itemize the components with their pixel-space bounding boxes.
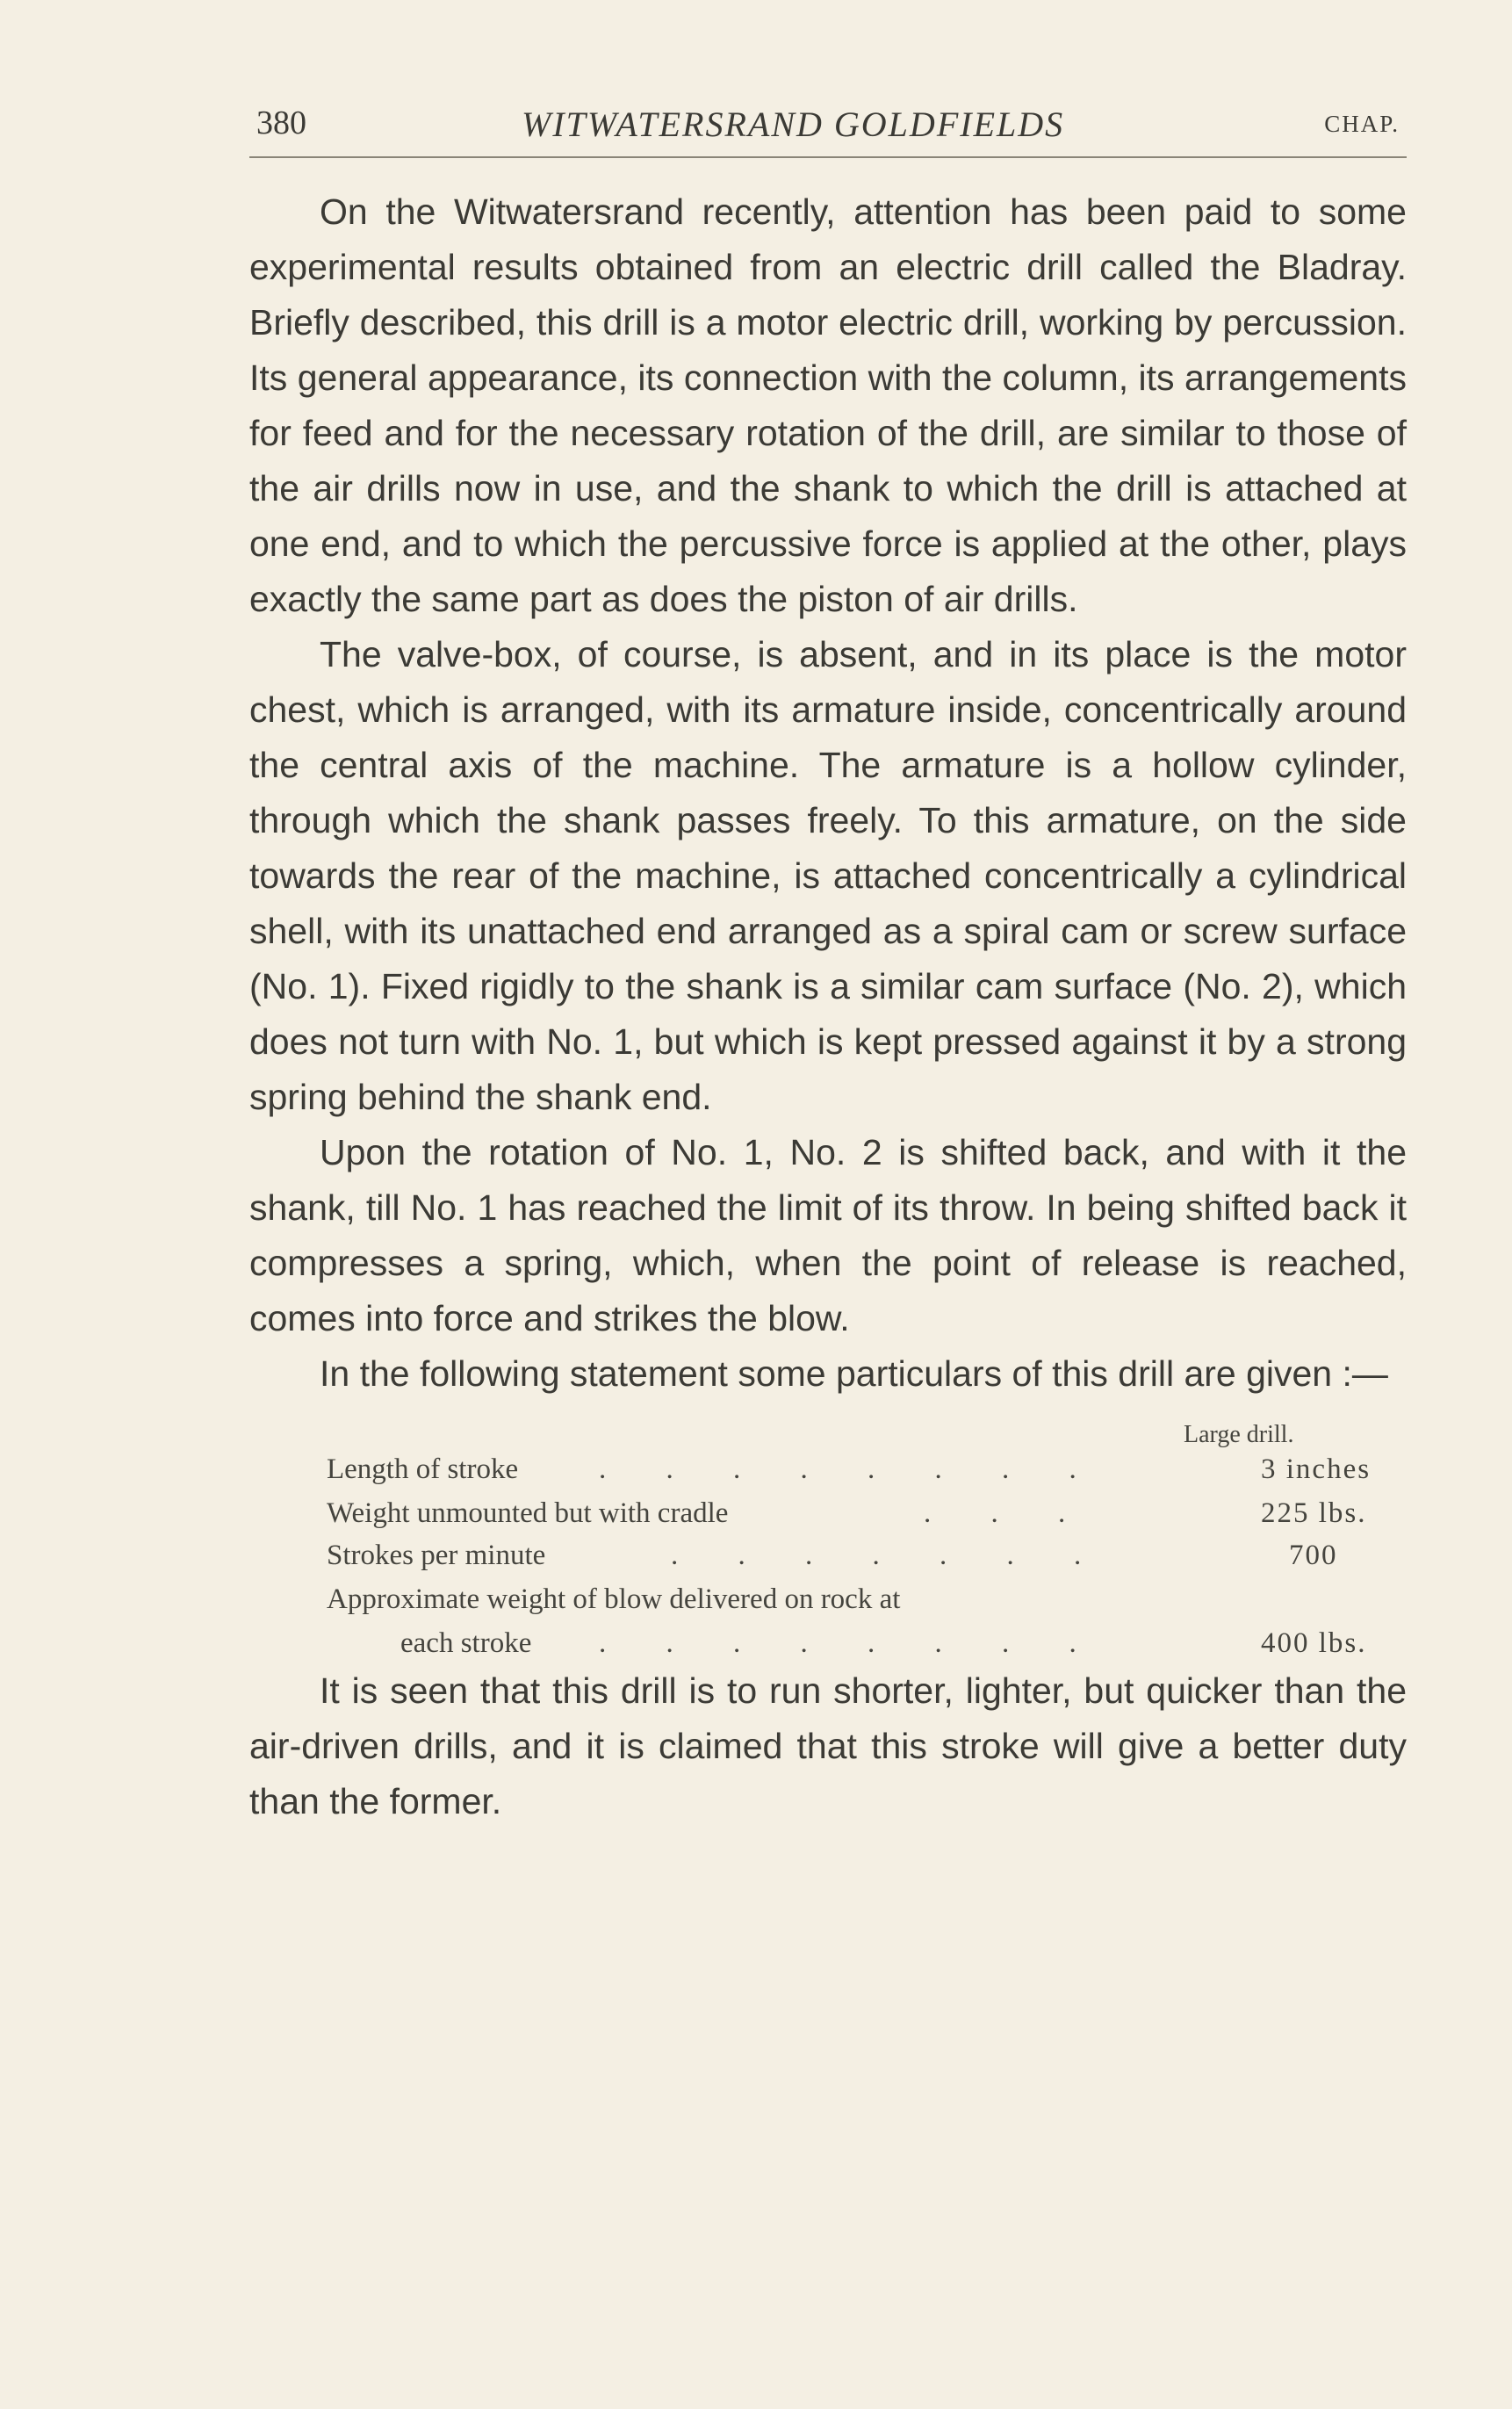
table-row — [327, 1486, 1367, 1530]
column-header: Large drill. — [1184, 1421, 1294, 1448]
row-label: each stroke — [400, 1627, 532, 1659]
paragraph-2: The valve-box, of course, is absent, and in its place is the motor chest, which is arranged, with its armature inside, concentrically around the central axis of the machine. The armature is a hollow cylinder, through which the shank passes freely. To this armature, on the side towards the rear of the machine, is attached concentrically a cylindrical shell, with its unattached end arranged as a spiral cam or screw surface (No. 1). Fixed rigidly to the shank is a similar cam surface (No. 2), which does not turn with No. 1, but which is kept pressed against it by a strong spring behind the shank end. — [249, 634, 1407, 1117]
row-value: 700 — [1289, 1540, 1338, 1571]
paragraph-1: On the Witwatersrand recently, attention has been paid to some experimental results obtained from an electric drill called the Bladray. Briefly described, this drill is a motor electric drill, working by percussion. Its general appearance, its connection with the column, its arrangements for feed and for the necessary rotation of the drill, are similar to those of the air drills now in use, and the shank to which the drill is attached at one end, and to which the percussive force is applied at the other, plays exactly the same part as does the piston of air drills. — [249, 191, 1407, 619]
chapter-label: CHAP. — [1324, 111, 1400, 137]
row-label: Weight unmounted but with cradle — [327, 1497, 729, 1529]
table-row — [327, 1528, 1338, 1572]
row-label: Approximate weight of blow delivered on rock at — [327, 1583, 901, 1615]
drill-particulars-table — [249, 1407, 1407, 1663]
running-title: WITWATERSRAND GOLDFIELDS — [522, 105, 1065, 144]
table-row — [327, 1616, 1367, 1660]
leader-dots: . . . . . . . . — [599, 1453, 1103, 1485]
row-value: 225 lbs. — [1261, 1497, 1367, 1529]
row-value: 3 inches — [1261, 1453, 1372, 1485]
table-row — [327, 1442, 1372, 1486]
leader-dots: . . . . . . . . — [599, 1627, 1103, 1659]
book-page — [249, 104, 1407, 1829]
paragraph-4: In the following statement some particulars of this drill are given :— — [320, 1353, 1388, 1394]
leader-dots: . . . . . . . — [671, 1540, 1108, 1571]
paragraph-3: Upon the rotation of No. 1, No. 2 is shifted back, and with it the shank, till No. 1 has reached the limit of its throw. In being shifted back it compresses a spring, which, when the point of release is reached, comes into force and strikes the blow. — [249, 1132, 1407, 1338]
leader-dots: . . . — [924, 1497, 1092, 1529]
row-value: 400 lbs. — [1261, 1627, 1367, 1659]
row-label: Strokes per minute — [327, 1540, 546, 1571]
table-row — [327, 1572, 1205, 1616]
page-number: 380 — [256, 105, 306, 141]
running-head — [249, 104, 1407, 158]
closing-paragraph: It is seen that this drill is to run shorter, lighter, but quicker than the air-driven drills, and it is claimed that this stroke will give a better duty than the former. — [249, 1670, 1407, 1821]
body-text — [249, 184, 1407, 1829]
row-label: Length of stroke — [327, 1453, 519, 1485]
